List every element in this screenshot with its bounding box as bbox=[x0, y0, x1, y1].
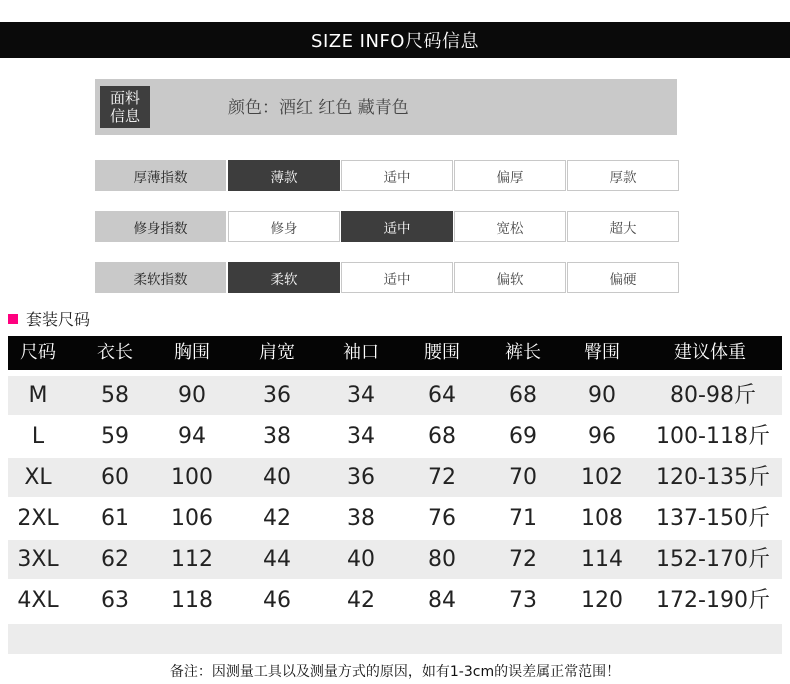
metric-option-fit-3: 宽松 bbox=[454, 211, 566, 242]
column-header: 臀围 bbox=[584, 342, 620, 363]
column-header: 尺码 bbox=[20, 342, 56, 363]
metric-row-fit bbox=[95, 211, 677, 242]
table-row bbox=[8, 458, 782, 497]
metric-label-softness: 柔软指数 bbox=[95, 262, 226, 293]
fabric-info-tag bbox=[100, 86, 150, 128]
table-cell: 172-190斤 bbox=[656, 588, 770, 613]
metric-option-softness-2: 适中 bbox=[341, 262, 453, 293]
table-row bbox=[8, 376, 782, 415]
table-cell: 44 bbox=[263, 547, 291, 572]
table-cell: 72 bbox=[509, 547, 537, 572]
table-cell: 69 bbox=[509, 424, 537, 449]
table-cell: L bbox=[31, 424, 45, 449]
column-header: 袖口 bbox=[343, 342, 379, 363]
table-cell: 62 bbox=[101, 547, 129, 572]
size-info-header bbox=[0, 22, 790, 58]
metric-option-fit-4: 超大 bbox=[567, 211, 679, 242]
table-cell: 60 bbox=[101, 465, 129, 490]
table-cell: 63 bbox=[101, 588, 129, 613]
table-cell: M bbox=[28, 383, 48, 408]
table-cell: 68 bbox=[428, 424, 456, 449]
size-section-title bbox=[8, 307, 90, 330]
measurement-note: 备注：因测量工具以及测量方式的原因，如有1-3cm的误差属正常范围！ bbox=[169, 664, 621, 680]
table-cell: 90 bbox=[588, 383, 616, 408]
table-cell: 42 bbox=[347, 588, 375, 613]
fabric-color-text: 颜色：酒红 红色 藏青色 bbox=[228, 98, 409, 118]
page-title: SIZE INFO尺码信息 bbox=[311, 31, 479, 52]
metric-option-softness-1: 柔软 bbox=[228, 262, 340, 293]
fabric-tag-line1: 面料 bbox=[109, 89, 140, 107]
fabric-tag-line2: 信息 bbox=[109, 107, 140, 125]
table-cell: 70 bbox=[509, 465, 537, 490]
table-cell: 34 bbox=[347, 424, 375, 449]
table-cell: 102 bbox=[581, 465, 623, 490]
table-cell: 36 bbox=[347, 465, 375, 490]
table-cell: 34 bbox=[347, 383, 375, 408]
metric-option-thickness-2: 适中 bbox=[341, 160, 453, 191]
table-cell: 4XL bbox=[17, 588, 59, 613]
table-cell: 61 bbox=[101, 506, 129, 531]
table-cell: 112 bbox=[171, 547, 213, 572]
table-cell: 58 bbox=[101, 383, 129, 408]
table-cell: 118 bbox=[171, 588, 213, 613]
table-cell: 80 bbox=[428, 547, 456, 572]
metric-label-thickness: 厚薄指数 bbox=[95, 160, 226, 191]
table-cell: 42 bbox=[263, 506, 291, 531]
table-row bbox=[8, 499, 782, 538]
table-cell: 64 bbox=[428, 383, 456, 408]
table-cell: 3XL bbox=[17, 547, 59, 572]
table-cell: 84 bbox=[428, 588, 456, 613]
table-row bbox=[8, 417, 782, 456]
table-cell: 106 bbox=[171, 506, 213, 531]
column-header: 建议体重 bbox=[674, 342, 746, 363]
column-header: 衣长 bbox=[97, 342, 133, 363]
table-row bbox=[8, 540, 782, 579]
metric-option-softness-3: 偏软 bbox=[454, 262, 566, 293]
metric-row-softness bbox=[95, 262, 677, 293]
empty-table-row bbox=[8, 624, 782, 654]
metric-option-thickness-4: 厚款 bbox=[567, 160, 679, 191]
table-cell: 120-135斤 bbox=[656, 465, 770, 490]
metric-option-thickness-3: 偏厚 bbox=[454, 160, 566, 191]
table-cell: 94 bbox=[178, 424, 206, 449]
table-cell: 2XL bbox=[17, 506, 59, 531]
table-cell: 100 bbox=[171, 465, 213, 490]
metric-option-softness-4: 偏硬 bbox=[567, 262, 679, 293]
table-cell: 68 bbox=[509, 383, 537, 408]
table-cell: 72 bbox=[428, 465, 456, 490]
table-cell: 73 bbox=[509, 588, 537, 613]
table-cell: 40 bbox=[347, 547, 375, 572]
size-table-header bbox=[8, 336, 782, 370]
metric-row-thickness bbox=[95, 160, 677, 191]
table-cell: 80-98斤 bbox=[670, 383, 756, 408]
table-cell: 100-118斤 bbox=[656, 424, 770, 449]
table-cell: 38 bbox=[263, 424, 291, 449]
metric-option-thickness-1: 薄款 bbox=[228, 160, 340, 191]
table-cell: 76 bbox=[428, 506, 456, 531]
table-cell: 114 bbox=[581, 547, 623, 572]
table-cell: 152-170斤 bbox=[656, 547, 770, 572]
metric-option-fit-2: 适中 bbox=[341, 211, 453, 242]
metric-option-fit-1: 修身 bbox=[228, 211, 340, 242]
table-cell: 96 bbox=[588, 424, 616, 449]
table-cell: XL bbox=[24, 465, 52, 490]
pink-square-icon bbox=[8, 314, 18, 324]
table-cell: 90 bbox=[178, 383, 206, 408]
table-cell: 46 bbox=[263, 588, 291, 613]
table-cell: 59 bbox=[101, 424, 129, 449]
table-row bbox=[8, 581, 782, 620]
column-header: 腰围 bbox=[424, 342, 460, 363]
column-header: 胸围 bbox=[174, 342, 210, 363]
size-section-label: 套装尺码 bbox=[26, 310, 91, 329]
column-header: 肩宽 bbox=[259, 342, 295, 363]
table-cell: 71 bbox=[509, 506, 537, 531]
table-cell: 40 bbox=[263, 465, 291, 490]
table-cell: 137-150斤 bbox=[656, 506, 770, 531]
column-header: 裤长 bbox=[505, 342, 541, 363]
table-cell: 38 bbox=[347, 506, 375, 531]
metric-label-fit: 修身指数 bbox=[95, 211, 226, 242]
table-cell: 120 bbox=[581, 588, 623, 613]
table-cell: 108 bbox=[581, 506, 623, 531]
table-cell: 36 bbox=[263, 383, 291, 408]
